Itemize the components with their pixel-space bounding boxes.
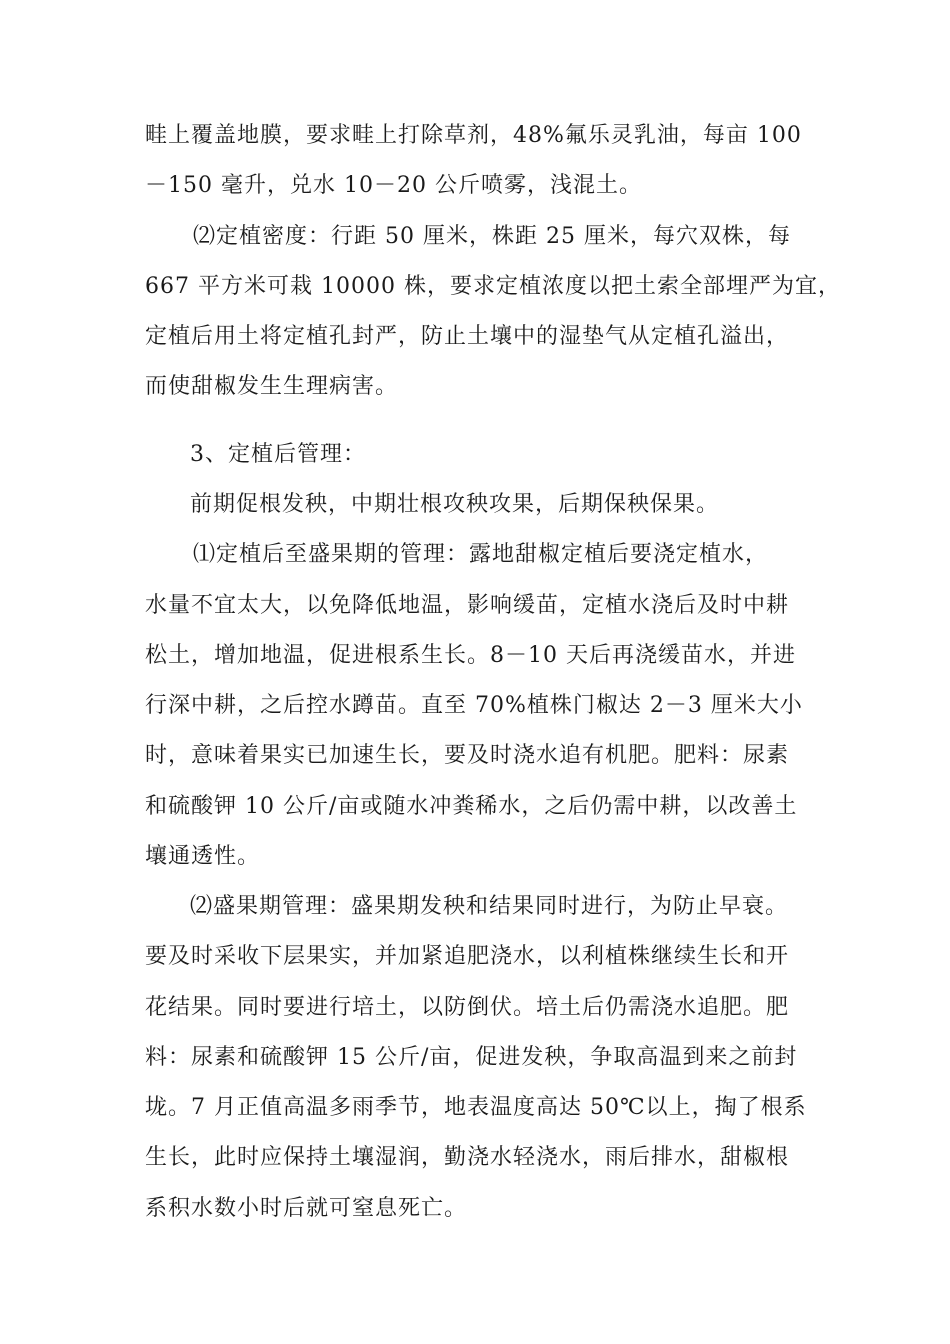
text-line: 料：尿素和硫酸钾 15 公斤/亩，促进发秧，争取高温到来之前封 <box>145 1045 798 1070</box>
text-line: 松土，增加地温，促进根系生长。8－10 天后再浇缓苗水，并进 <box>145 643 796 668</box>
text-line: 要及时采收下层果实，并加紧追肥浇水，以利植株继续生长和开 <box>145 944 790 969</box>
text-line: ⑵定植密度：行距 50 厘米，株距 25 厘米，每穴双株，每 <box>193 224 791 249</box>
text-line: ⑴定植后至盛果期的管理：露地甜椒定植后要浇定植水， <box>193 542 769 567</box>
text-line: 定植后用土将定植孔封严，防止土壤中的湿垫气从定植孔溢出， <box>145 324 790 349</box>
text-line: 时，意味着果实已加速生长，要及时浇水追有机肥。肥料：尿素 <box>145 743 790 768</box>
text-line: 前期促根发秧，中期壮根攻秧攻果，后期保秧保果。 <box>190 492 720 517</box>
text-line: 生长，此时应保持土壤湿润，勤浇水轻浇水，雨后排水，甜椒根 <box>145 1145 790 1170</box>
text-line: －150 毫升，兑水 10－20 公斤喷雾，浅混土。 <box>145 173 642 198</box>
text-line: 行深中耕，之后控水蹲苗。直至 70%植株门椒达 2－3 厘米大小 <box>145 693 803 718</box>
section-heading: 3、定植后管理： <box>190 442 366 467</box>
text-line: 系积水数小时后就可窒息死亡。 <box>145 1196 468 1221</box>
text-line: 花结果。同时要进行培土，以防倒伏。培土后仍需浇水追肥。肥 <box>145 995 790 1020</box>
text-line: 667 平方米可栽 10000 株，要求定植浓度以把土索全部埋严为宜， <box>145 274 841 299</box>
text-line: 和硫酸钾 10 公斤/亩或随水冲粪稀水，之后仍需中耕，以改善土 <box>145 794 798 819</box>
text-line: 垅。7 月正值高温多雨季节，地表温度高达 50℃以上，掏了根系 <box>145 1095 807 1120</box>
text-line: ⑵盛果期管理：盛果期发秧和结果同时进行，为防止早衰。 <box>190 894 789 919</box>
text-line: 而使甜椒发生生理病害。 <box>145 374 399 399</box>
text-line: 水量不宜太大，以免降低地温，影响缓苗，定植水浇后及时中耕 <box>145 593 790 618</box>
text-line: 畦上覆盖地膜，要求畦上打除草剂，48%氟乐灵乳油，每亩 100 <box>145 123 802 148</box>
text-line: 壤通透性。 <box>145 844 261 869</box>
